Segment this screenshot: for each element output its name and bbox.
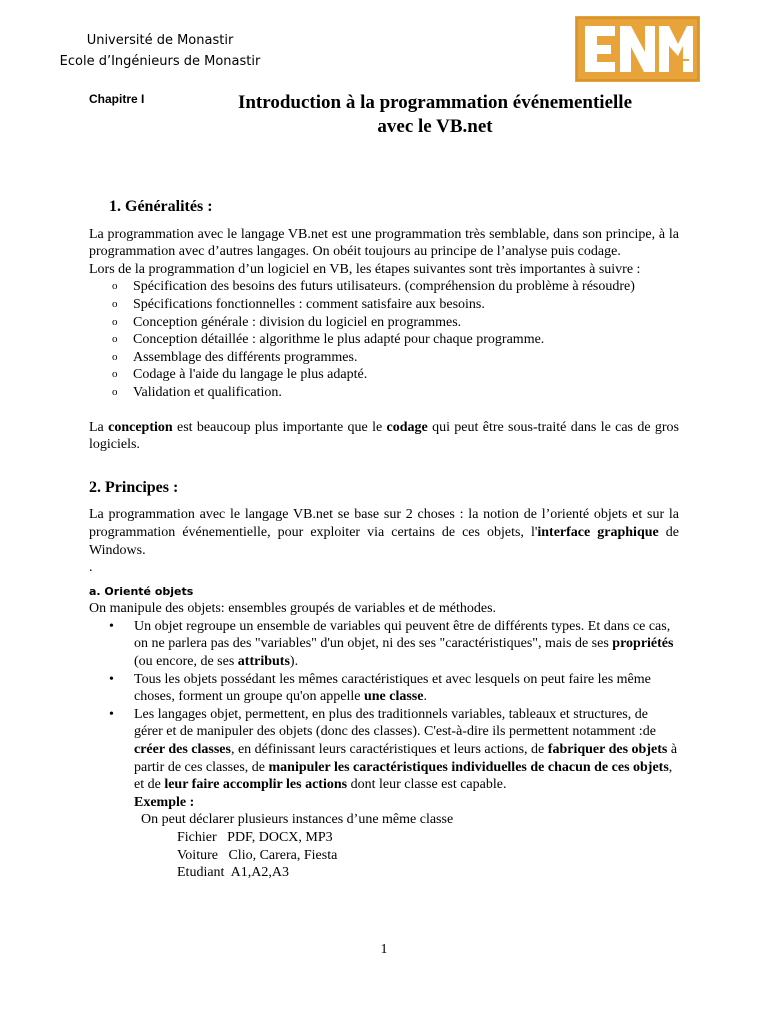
spacer [89,454,679,471]
stray-dot: . [89,560,93,576]
text-run: La programmation avec le langage VB.net se base sur 2 choses : la notion de l’orienté objets et sur la programmation événementielle, pour exploiter via certains de ces objets, l' [89,507,679,540]
text-run: qui peut être sous-traité dans le cas de gros logiciels. [89,419,680,453]
university-name: Université de Monastir [86,33,234,48]
circle-bullet-icon: o [112,297,118,310]
bold-term: leur faire accomplir les actions [164,777,348,793]
bold-term: fabriquer des objets [547,742,668,758]
list-item [109,331,679,349]
circle-bullet-icon: o [112,280,118,293]
bold-term: interface graphique [537,524,659,540]
steps-list [89,278,679,401]
paragraph [89,506,679,559]
list-item-text: Conception détaillée : algorithme le plus adapté pour chaque programme. [133,332,545,348]
bullet-icon: • [109,671,114,687]
text-run: , et de [134,759,673,793]
university-header [0,30,320,72]
spacer [89,402,679,419]
circle-bullet-icon: o [112,350,118,363]
bold-term: manipuler les caractéristiques individuelles de chacun de ces objets [268,759,669,775]
list-item [109,296,679,314]
example-line: Fichier PDF, DOCX, MP3 [177,830,333,845]
bold-term: une classe [363,689,424,705]
list-item [89,706,679,794]
section-heading-principes: 2. Principes : [89,478,179,496]
title-line-1: Introduction à la programmation événementielle [237,92,633,113]
circle-bullet-icon: o [112,368,118,381]
list-item-text: Spécifications fonctionnelles : comment satisfaire aux besoins. [133,296,485,312]
paragraph: On manipule des objets: ensembles groupés de variables et de méthodes. [89,601,497,617]
text-run: . [423,689,427,705]
page-title [230,91,640,139]
circle-bullet-icon: o [112,315,118,328]
text-run: Les langages objet, permettent, en plus des traditionnels variables, tableaux et structures, de gérer et de manipuler des objets (donc des classes). C'est-à-dire ils permettent notamment :de [134,706,656,740]
text-run: Tous les objets possédant les mêmes caractéristiques et avec lesquels on peut faire les même choses, forment un groupe qu'on appelle [134,671,651,705]
text-run: Un objet regroupe un ensemble de variables qui peuvent être de différents types. Et dans ce cas, on ne parlera pas des "variables" d'un objet, ni des ses "caractéristiques", mais de ses [134,618,671,652]
list-item [109,366,679,384]
list-item [109,349,679,367]
title-line-2: avec le VB.net [377,116,493,137]
text-run: de Windows. [89,524,679,558]
text-run: ). [289,654,299,670]
bold-term: conception [108,419,173,435]
text-run: La [89,419,109,435]
text-run: dont leur classe est capable. [347,777,507,793]
paragraph: La programmation avec le langage VB.net est une programmation très semblable, dans son principe, à la programmation avec d’autres langages. On obéit toujours au principe de l’analyse puis codage. [89,226,679,260]
list-item [109,314,679,332]
bullet-list [89,618,679,794]
document-body [89,198,679,882]
school-name: Ecole d’Ingénieurs de Monastir [59,54,261,69]
enim-logo [575,16,700,82]
text-run: , en définissant leurs caractéristiques et leurs actions, de [230,742,548,758]
list-item-text: Assemblage des différents programmes. [133,349,358,365]
text-run: (ou encore, de ses [134,654,238,670]
list-item [89,618,679,671]
example-title: Exemple : [134,794,195,810]
paragraph: Lors de la programmation d’un logiciel en VB, les étapes suivantes sont très importantes à suivre : [89,261,641,277]
list-item-text: Spécification des besoins des futurs utilisateurs. (compréhension du problème à résoudre) [133,279,635,295]
list-item-text: Validation et qualification. [133,384,282,400]
bullet-icon: • [109,706,114,722]
bold-term: attributs [237,654,290,670]
page-number: 1 [380,942,388,957]
list-item-text: Codage à l'aide du langage le plus adapté. [133,367,368,383]
section-heading-generalites: 1. Généralités : [109,198,213,215]
chapter-label: Chapitre I [89,92,145,106]
list-item-text: Conception générale : division du logiciel en programmes. [133,314,462,330]
list-item [109,384,679,402]
example-line: Etudiant A1,A2,A3 [177,865,289,881]
subheading-oriente-objets: a. Orienté objets [89,584,194,598]
bold-term: propriétés [612,636,674,652]
text-run: est beaucoup plus importante que le [172,419,387,435]
example-line: Voiture Clio, Carera, Fiesta [177,847,338,863]
conclusion-paragraph [89,419,679,454]
list-item [109,278,679,296]
text-run: à partir de ces classes, de [134,742,678,775]
circle-bullet-icon: o [112,385,118,398]
circle-bullet-icon: o [112,333,118,346]
bullet-icon: • [109,618,114,634]
list-item [89,671,679,706]
bold-term: créer des classes [134,742,231,758]
bold-term: codage [386,419,428,435]
example-intro: On peut déclarer plusieurs instances d’une même classe [141,812,454,828]
